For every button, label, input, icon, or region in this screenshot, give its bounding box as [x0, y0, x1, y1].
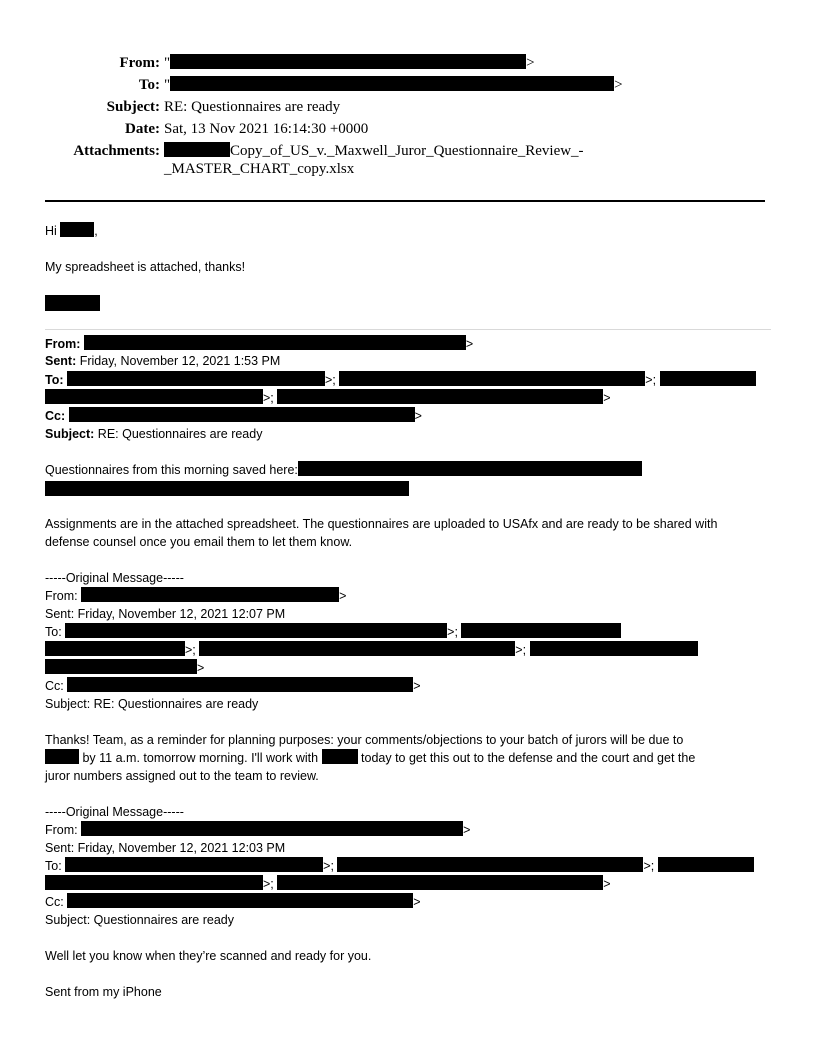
redaction-block — [277, 875, 603, 890]
angle-close: > — [526, 55, 535, 71]
redaction-block — [199, 641, 515, 656]
redaction-block — [164, 142, 230, 157]
angle-close: > — [603, 877, 611, 891]
separator: >; — [185, 643, 196, 657]
quote-mark: " — [164, 55, 171, 71]
msg2-sent-line: Sent: Friday, November 12, 2021 12:07 PM — [45, 607, 286, 621]
msg1-subject-label: Subject: — [45, 427, 95, 441]
signature-redaction — [45, 295, 100, 311]
redaction-block — [658, 857, 754, 872]
msg2-from-line — [45, 587, 346, 605]
msg2-cc-label: Cc: — [45, 679, 64, 693]
redaction-block — [65, 623, 447, 638]
separator: >; — [263, 877, 274, 891]
greeting-comma: , — [94, 224, 98, 238]
angle-close: > — [465, 337, 474, 351]
msg2-to-line-cont — [45, 641, 698, 659]
greeting-line — [45, 222, 98, 240]
redaction-block — [322, 749, 358, 764]
date-label: Date: — [125, 121, 160, 137]
to-label: To: — [138, 77, 160, 93]
from-label: From: — [119, 55, 160, 71]
msg1-subject-line — [45, 425, 262, 443]
subject-label: Subject: — [106, 99, 160, 115]
redaction-block — [67, 893, 413, 908]
msg3-sent-line: Sent: Friday, November 12, 2021 12:03 PM — [45, 841, 286, 855]
msg1-saved-text: Questionnaires from this morning saved here: — [45, 463, 298, 477]
msg3-subject-line: Subject: Questionnaires are ready — [45, 913, 234, 927]
redaction-block — [81, 587, 339, 602]
angle-close: > — [603, 391, 611, 405]
redaction-block — [45, 875, 263, 890]
separator: >; — [325, 373, 336, 387]
msg2-thanks-text-b: today to get this out to the defense and the court and get the — [361, 751, 696, 765]
redaction-block — [81, 821, 463, 836]
angle-close: > — [197, 661, 205, 675]
header-divider — [45, 200, 765, 202]
angle-close: > — [463, 823, 471, 837]
redaction-block — [461, 623, 621, 638]
msg2-to-line — [45, 623, 621, 641]
redaction-block — [170, 76, 614, 91]
redaction-block — [84, 335, 466, 350]
msg1-to-label: To: — [45, 373, 64, 387]
redaction-block — [530, 641, 698, 656]
separator: >; — [323, 859, 334, 873]
redaction-block — [45, 659, 197, 674]
msg1-from-label: From: — [45, 337, 81, 351]
msg3-body: Well let you know when they’re scanned and ready for you. — [45, 949, 372, 963]
msg1-from-line — [45, 335, 473, 353]
attachment-link[interactable] — [164, 142, 584, 161]
msg2-to-label: To: — [45, 625, 62, 639]
separator: >; — [645, 373, 657, 387]
msg2-to-line-cont2 — [45, 659, 204, 677]
msg3-from-line — [45, 821, 470, 839]
msg2-thanks-line2 — [45, 749, 695, 767]
redaction-block — [67, 677, 413, 692]
msg1-assignments-line1: Assignments are in the attached spreadsheet. The questionnaires are uploaded to USAfx and are ready to be shared with — [45, 517, 718, 531]
msg2-thanks-text-a: by 11 a.m. tomorrow morning. I'll work with — [82, 751, 319, 765]
msg1-sent-label: Sent: — [45, 354, 77, 368]
separator: >; — [643, 859, 655, 873]
message-divider — [45, 329, 771, 330]
msg2-from-label: From: — [45, 589, 78, 603]
separator: >; — [515, 643, 527, 657]
redaction-block — [67, 371, 325, 386]
msg1-to-line — [45, 371, 756, 389]
redaction-block — [170, 54, 526, 69]
separator: >; — [263, 391, 274, 405]
msg3-to-line-cont — [45, 875, 611, 893]
angle-close: > — [413, 895, 421, 909]
msg1-sent-line — [45, 352, 280, 370]
msg1-saved-line — [45, 461, 642, 479]
redaction-block — [60, 222, 94, 237]
angle-close: > — [414, 409, 422, 423]
msg1-subject-value: RE: Questionnaires are ready — [97, 427, 263, 441]
greeting: Hi — [45, 224, 57, 238]
reply-body: My spreadsheet is attached, thanks! — [45, 260, 246, 274]
msg3-cc-line — [45, 893, 421, 911]
from-value — [164, 54, 535, 73]
redaction-block — [339, 371, 645, 386]
msg1-cc-line — [45, 407, 422, 425]
msg1-sent-value: Friday, November 12, 2021 1:53 PM — [79, 354, 281, 368]
msg2-subject-line: Subject: RE: Questionnaires are ready — [45, 697, 259, 711]
separator: >; — [447, 625, 458, 639]
msg3-original-header: -----Original Message----- — [45, 805, 184, 819]
msg2-thanks-line1: Thanks! Team, as a reminder for planning purposes: your comments/objections to your batch of jurors will be due to — [45, 733, 684, 747]
msg2-thanks-line3: juror numbers assigned out to the team to review. — [45, 769, 319, 783]
attachments-label: Attachments: — [73, 143, 160, 159]
msg3-to-line — [45, 857, 754, 875]
msg1-assignments-line2: defense counsel once you email them to let them know. — [45, 535, 353, 549]
redaction-block — [45, 389, 263, 404]
redaction-block — [69, 407, 415, 422]
msg3-from-label: From: — [45, 823, 78, 837]
quote-mark: " — [164, 77, 171, 93]
msg1-to-line-cont — [45, 389, 611, 407]
redaction-block — [65, 857, 323, 872]
attachment-name-line2: _MASTER_CHART_copy.xlsx — [164, 161, 355, 177]
redaction-block — [277, 389, 603, 404]
msg3-to-label: To: — [45, 859, 62, 873]
angle-close: > — [614, 77, 623, 93]
msg2-original-header: -----Original Message----- — [45, 571, 184, 585]
redaction-block — [660, 371, 756, 386]
angle-close: > — [413, 679, 421, 693]
date-value: Sat, 13 Nov 2021 16:14:30 +0000 — [164, 121, 369, 137]
link-redaction[interactable] — [298, 461, 642, 476]
attachment-name-line1: Copy_of_US_v._Maxwell_Juror_Questionnaire_Review_- — [230, 143, 584, 159]
msg1-cc-label: Cc: — [45, 409, 66, 423]
redaction-block — [337, 857, 643, 872]
angle-close: > — [339, 589, 347, 603]
msg3-signature: Sent from my iPhone — [45, 985, 162, 999]
link-redaction[interactable] — [45, 481, 409, 496]
redaction-block — [45, 749, 79, 764]
to-value — [164, 76, 623, 95]
msg2-cc-line — [45, 677, 421, 695]
redaction-block — [45, 641, 185, 656]
msg3-cc-label: Cc: — [45, 895, 64, 909]
subject-value: RE: Questionnaires are ready — [164, 99, 341, 115]
